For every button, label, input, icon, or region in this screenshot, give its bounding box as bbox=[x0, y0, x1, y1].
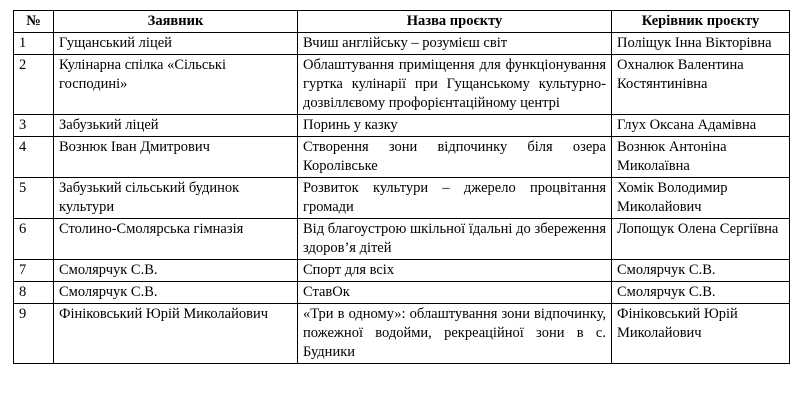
row-project-leader: Смолярчук С.В. bbox=[612, 260, 790, 282]
row-applicant: Гущанський ліцей bbox=[54, 33, 298, 55]
table-row bbox=[14, 304, 790, 364]
row-applicant: Смолярчук С.В. bbox=[54, 282, 298, 304]
row-project-name: Від благоустрою шкільної їдальні до збереження здоров’я дітей bbox=[298, 219, 612, 260]
row-number: 5 bbox=[14, 178, 54, 219]
row-project-name: Розвиток культури – джерело процвітання громади bbox=[298, 178, 612, 219]
table-row bbox=[14, 33, 790, 55]
table-row bbox=[14, 260, 790, 282]
row-project-name: Створення зони відпочинку біля озера Королівське bbox=[298, 137, 612, 178]
table-row bbox=[14, 219, 790, 260]
header-project-name: Назва проєкту bbox=[298, 11, 612, 33]
row-applicant: Кулінарна спілка «Сільські господині» bbox=[54, 55, 298, 115]
header-project-leader: Керівник проєкту bbox=[612, 11, 790, 33]
row-applicant: Смолярчук С.В. bbox=[54, 260, 298, 282]
table-row bbox=[14, 137, 790, 178]
table-row bbox=[14, 115, 790, 137]
row-applicant: Забузький ліцей bbox=[54, 115, 298, 137]
row-applicant: Столино-Смолярська гімназія bbox=[54, 219, 298, 260]
row-number: 1 bbox=[14, 33, 54, 55]
row-project-leader: Смолярчук С.В. bbox=[612, 282, 790, 304]
row-project-leader: Лопощук Олена Сергіївна bbox=[612, 219, 790, 260]
table-row bbox=[14, 55, 790, 115]
row-project-leader: Поліщук Інна Вікторівна bbox=[612, 33, 790, 55]
row-project-leader: Вознюк Антоніна Миколаївна bbox=[612, 137, 790, 178]
header-applicant: Заявник bbox=[54, 11, 298, 33]
table-row bbox=[14, 178, 790, 219]
row-number: 3 bbox=[14, 115, 54, 137]
row-applicant: Забузький сільський будинок культури bbox=[54, 178, 298, 219]
table-row bbox=[14, 282, 790, 304]
row-project-name: СтавОк bbox=[298, 282, 612, 304]
row-project-leader: Глух Оксана Адамівна bbox=[612, 115, 790, 137]
row-number: 2 bbox=[14, 55, 54, 115]
row-applicant: Фініковський Юрій Миколайович bbox=[54, 304, 298, 364]
row-project-name: Спорт для всіх bbox=[298, 260, 612, 282]
row-applicant: Вознюк Іван Дмитрович bbox=[54, 137, 298, 178]
projects-table bbox=[13, 10, 790, 364]
row-project-leader: Хомік Володимир Миколайович bbox=[612, 178, 790, 219]
row-project-name: Поринь у казку bbox=[298, 115, 612, 137]
row-project-leader: Фініковський Юрій Миколайович bbox=[612, 304, 790, 364]
row-project-name: Облаштування приміщення для функціонування гуртка кулінарії при Гущанському культурно-дозвіллєвому профорієнтаційному центрі bbox=[298, 55, 612, 115]
row-number: 6 bbox=[14, 219, 54, 260]
row-project-leader: Охналюк Валентина Костянтинівна bbox=[612, 55, 790, 115]
row-number: 8 bbox=[14, 282, 54, 304]
table-header-row bbox=[14, 11, 790, 33]
row-number: 7 bbox=[14, 260, 54, 282]
row-project-name: «Три в одному»: облаштування зони відпочинку, пожежної водойми, рекреаційної зони в с. Будники bbox=[298, 304, 612, 364]
row-number: 9 bbox=[14, 304, 54, 364]
row-project-name: Вчиш англійську – розумієш світ bbox=[298, 33, 612, 55]
row-number: 4 bbox=[14, 137, 54, 178]
header-number: № bbox=[14, 11, 54, 33]
